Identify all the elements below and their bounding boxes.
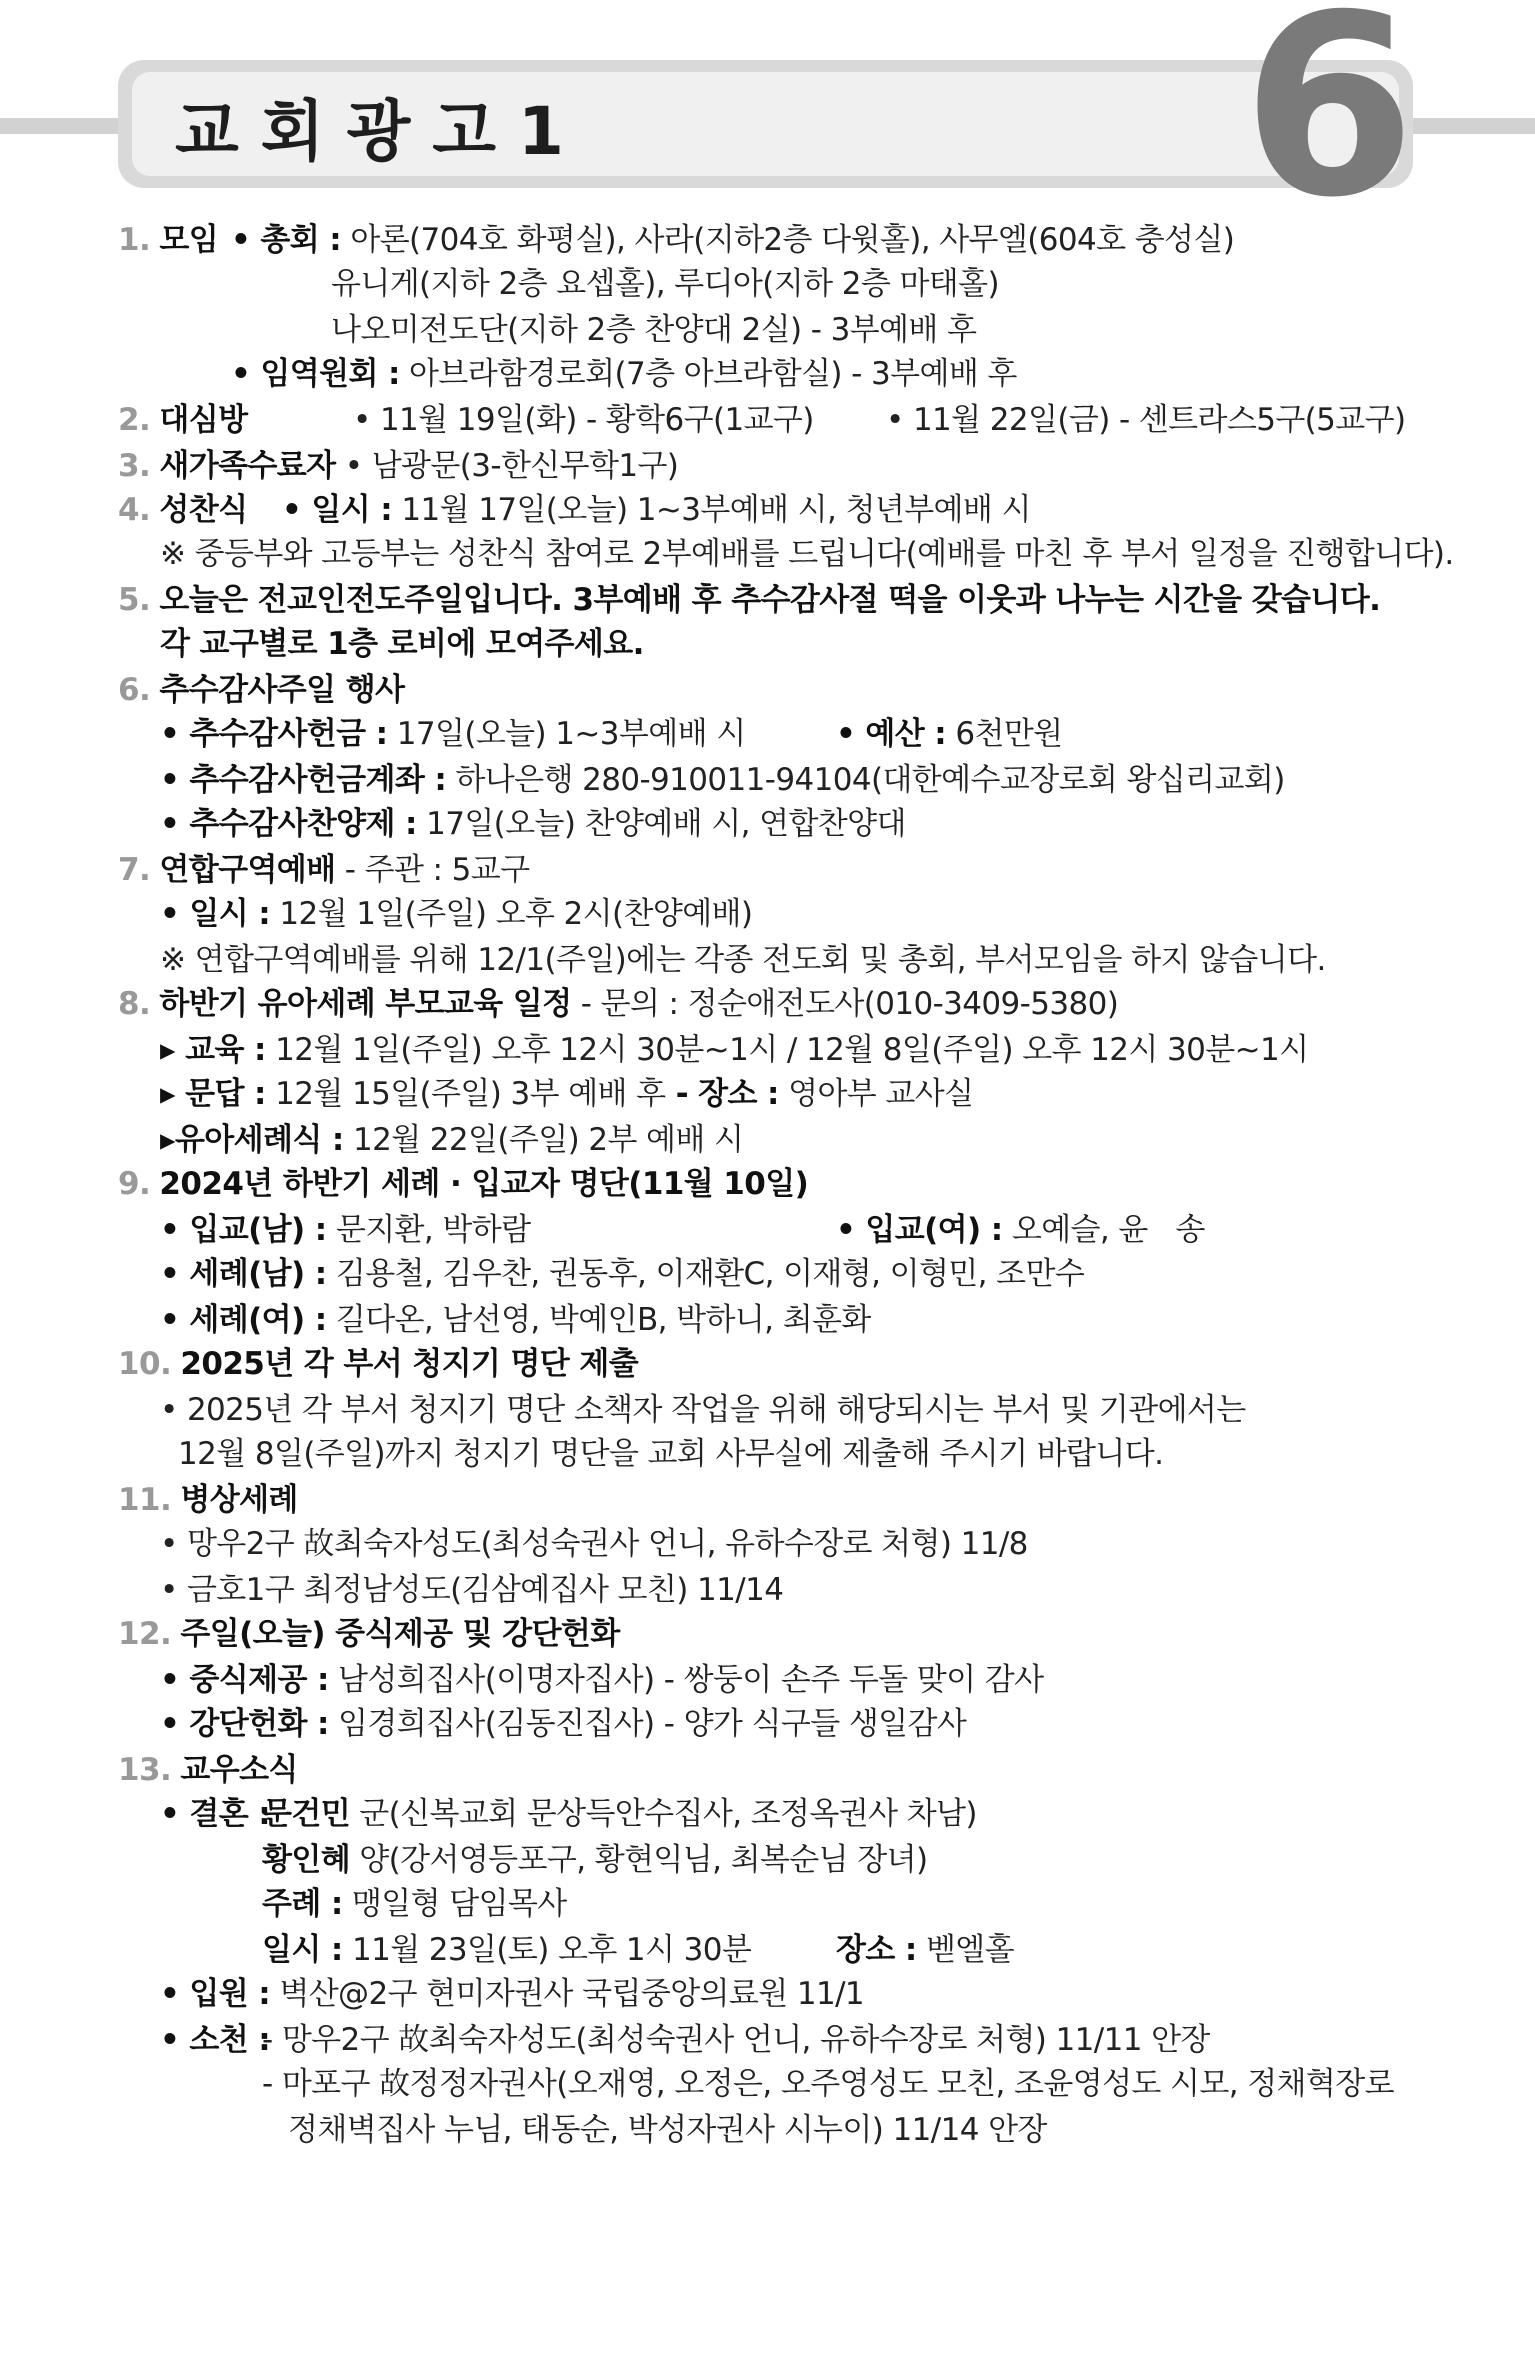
item-label: - 장소 : [665,1076,779,1112]
item-label: ▸ 교육 : [160,1032,266,1068]
item-text: 벽산@2구 현미자권사 국립중앙의료원 11/1 [279,1976,865,2012]
item-text: 아브라함경로회(7층 아브라함실) - 3부예배 후 [409,356,1017,392]
s10-line-2: 12월 8일(주일)까지 청지기 명단을 교회 사무실에 제출해 주시기 바랍니다. [178,1436,1164,1472]
item-label: • 소천 : [160,2022,271,2058]
item-label: • 추수감사찬양제 : [160,806,417,842]
section-number: 6. [118,672,151,708]
s13-death-3: 정채벽집사 누님, 태동순, 박성자권사 시누이) 11/14 안장 [288,2112,1047,2148]
page-title: 교회광고1 [175,93,586,170]
section-number: 7. [118,852,151,888]
section-7-title [118,848,529,892]
s9-line-3 [160,1298,871,1342]
section-heading: 2024년 하반기 세례 · 입교자 명단(11월 10일) [159,1166,809,1202]
item-text: 12월 1일(주일) 오후 12시 30분~1시 / 12월 8일(주일) 오후 12시 30분~1시 [275,1032,1309,1068]
item-text: 길다온, 남선영, 박예인B, 박하니, 최훈화 [335,1302,871,1338]
section-number: 13. [118,1752,172,1788]
item-text: 하나은행 280-910011-94104(대한예수교장로회 왕십리교회) [455,762,1285,798]
section-number: 3. [118,448,151,484]
section-10-title [118,1342,638,1386]
item-text: 12월 1일(주일) 오후 2시(찬양예배) [279,896,753,932]
item-text: 아론(704호 화평실), 사라(지하2층 다윗홀), 사무엘(604호 충성실) [350,222,1235,258]
item-label: • 추수감사헌금계좌 : [160,762,447,798]
section-3-title [118,444,678,488]
section-heading: 2025년 각 부서 청지기 명단 제출 [180,1346,639,1382]
s12-line-1 [160,1658,1043,1702]
section-heading: 오늘은 전교인전도주일입니다. 3부예배 후 추수감사절 떡을 이웃과 나누는 시간을 갖습니다. [159,582,1381,618]
s6-line-1 [160,712,746,756]
s1-line-4 [231,352,1017,396]
section-number: 5. [118,582,151,618]
s9-line-2 [160,1252,1084,1296]
person-name: 황인혜 [262,1842,351,1878]
section-number: 4. [118,492,151,528]
s4-note: ※ 중등부와 고등부는 성찬식 참여로 2부예배를 드립니다(예배를 마친 후 부서 일정을 진행합니다). [160,536,1454,572]
section-9-title [118,1162,808,1206]
item-text: 영아부 교사실 [788,1076,974,1112]
item-text: 6천만원 [955,716,1063,752]
s9-line-1b [836,1208,1205,1252]
item-text: 오예슬, 윤 송 [1011,1212,1205,1248]
section-heading: 교우소식 [180,1752,298,1788]
item-text: 11월 17일(오늘) 1~3부예배 시, 청년부예배 시 [401,492,1031,528]
item-text: 17일(오늘) 1~3부예배 시 [396,716,746,752]
section-heading: 모임 [159,222,219,258]
s11-line-1: • 망우2구 故최숙자성도(최성숙권사 언니, 유하수장로 처형) 11/8 [160,1526,1028,1562]
item-label: • 추수감사헌금 : [160,716,388,752]
section-8-title [118,982,1118,1026]
item-text: 군(신복교회 문상득안수집사, 조정옥권사 차남) [350,1796,977,1832]
item-text: 맹일형 담임목사 [351,1886,567,1922]
section-11-title [118,1478,298,1522]
s8-line-3 [160,1118,743,1162]
item-text: 문지환, 박하람 [335,1212,531,1248]
section-number: 8. [118,986,151,1022]
section-heading: 주일(오늘) 중식제공 및 강단헌화 [180,1616,620,1652]
section-heading: 연합구역예배 [159,852,336,888]
section-heading: 대심방 [159,402,248,438]
s13-death-1: - 망우2구 故최숙자성도(최성숙권사 언니, 유하수장로 처형) 11/11 안장 [262,2022,1210,2058]
s7-line-1 [160,892,752,936]
item-label: • 입원 : [160,1976,271,2012]
section-6-title [118,668,404,712]
s8-line-2 [160,1072,973,1116]
item-label: 주례 : [262,1886,343,1922]
s2-visit-a: • 11월 19일(화) - 황학6구(1교구) [353,402,814,438]
section-heading: 성찬식 [159,492,248,528]
section-2-title [118,398,247,442]
item-label: • 총회 : [231,222,342,258]
s13-wedding-date [262,1928,751,1972]
item-text: 김용철, 김우찬, 권동후, 이재환C, 이재형, 이형민, 조만수 [335,1256,1085,1292]
s13-hospital [160,1972,864,2016]
item-text: 12월 22일(주일) 2부 예배 시 [352,1122,744,1158]
section-subheading: - 주관 : 5교구 [335,852,530,888]
item-label: • 일시 : [282,492,393,528]
person-name: 문건민 [262,1796,351,1832]
item-label: ▸ 문답 : [160,1076,266,1112]
section-heading: 병상세례 [180,1482,298,1518]
s6-budget [836,712,1063,756]
s13-wedding-officiant [262,1882,567,1926]
item-label: • 입교(여) : [836,1212,1003,1248]
section-number: 9. [118,1166,151,1202]
section-number: 2. [118,402,151,438]
item-label: • 세례(여) : [160,1302,327,1338]
section-12-title [118,1612,620,1656]
section-subheading: - 문의 : 정순애전도사(010-3409-5380) [571,986,1119,1022]
page-number: 6 [1242,0,1410,252]
s2-visit-b: • 11월 22일(금) - 센트라스5구(5교구) [886,402,1406,438]
item-text: 임경희집사(김동진집사) - 양가 식구들 생일감사 [338,1706,967,1742]
item-text: 벧엘홀 [925,1932,1014,1968]
s13-wedding-groom [262,1792,977,1836]
s13-death-label [160,2018,270,2062]
item-label: 일시 : [262,1932,343,1968]
item-label: • 입교(남) : [160,1212,327,1248]
s8-line-1 [160,1028,1308,1072]
s4-line-1 [282,488,1031,532]
s7-note: ※ 연합구역예배를 위해 12/1(주일)에는 각종 전도회 및 총회, 부서모임을 하지 않습니다. [160,942,1326,978]
item-label: • 강단헌화 : [160,1706,329,1742]
item-label: • 결혼 : [160,1796,271,1832]
s13-wedding-bride [262,1838,927,1882]
s1-line-3: 나오미전도단(지하 2층 찬양대 2실) - 3부예배 후 [331,312,977,348]
section-heading: 추수감사주일 행사 [159,672,405,708]
item-text: 남성희집사(이명자집사) - 쌍둥이 손주 두돌 맞이 감사 [338,1662,1044,1698]
s11-line-2: • 금호1구 최정남성도(김삼예집사 모친) 11/14 [160,1572,784,1608]
item-text: 12월 15일(주일) 3부 예배 후 [275,1076,666,1112]
s10-line-1: • 2025년 각 부서 청지기 명단 소책자 작업을 위해 해당되시는 부서 및 기관에서는 [160,1392,1246,1428]
item-label: • 세례(남) : [160,1256,327,1292]
item-text: 11월 23일(토) 오후 1시 30분 [351,1932,752,1968]
section-number: 10. [118,1346,172,1382]
item-label: • 일시 : [160,896,271,932]
s13-death-2: - 마포구 故정정자권사(오재영, 오정은, 오주영성도 모친, 조윤영성도 시모, 정채혁장로 [262,2066,1394,2102]
item-text: • 남광문(3-한신무학1구) [344,448,679,484]
section-heading: 새가족수료자 [159,448,336,484]
section-number: 1. [118,222,151,258]
item-label: • 중식제공 : [160,1662,329,1698]
s13-wedding-label [160,1792,270,1836]
section-heading: 하반기 유아세례 부모교육 일정 [159,986,572,1022]
section-4-title [118,488,247,532]
section-number: 11. [118,1482,172,1518]
item-label: • 임역원회 : [231,356,400,392]
s12-line-2 [160,1702,966,1746]
s9-line-1 [160,1208,530,1252]
item-text: 양(강서영등포구, 황현익님, 최복순님 장녀) [350,1842,928,1878]
s1-line-1 [231,218,1234,262]
section-5-line-1 [118,578,1380,622]
s1-line-2: 유니게(지하 2층 요셉홀), 루디아(지하 2층 마태홀) [331,266,999,302]
s13-wedding-venue [836,1928,1014,1972]
section-1-title [118,218,218,262]
item-text: 17일(오늘) 찬양예배 시, 연합찬양대 [426,806,906,842]
item-label: • 예산 : [836,716,947,752]
section-5-line-2: 각 교구별로 1층 로비에 모여주세요. [160,626,644,662]
section-number: 12. [118,1616,172,1652]
item-label: 장소 : [836,1932,917,1968]
item-label: ▸유아세례식 : [160,1122,344,1158]
s6-line-2 [160,758,1285,802]
s6-line-3 [160,802,906,846]
section-13-title [118,1748,298,1792]
